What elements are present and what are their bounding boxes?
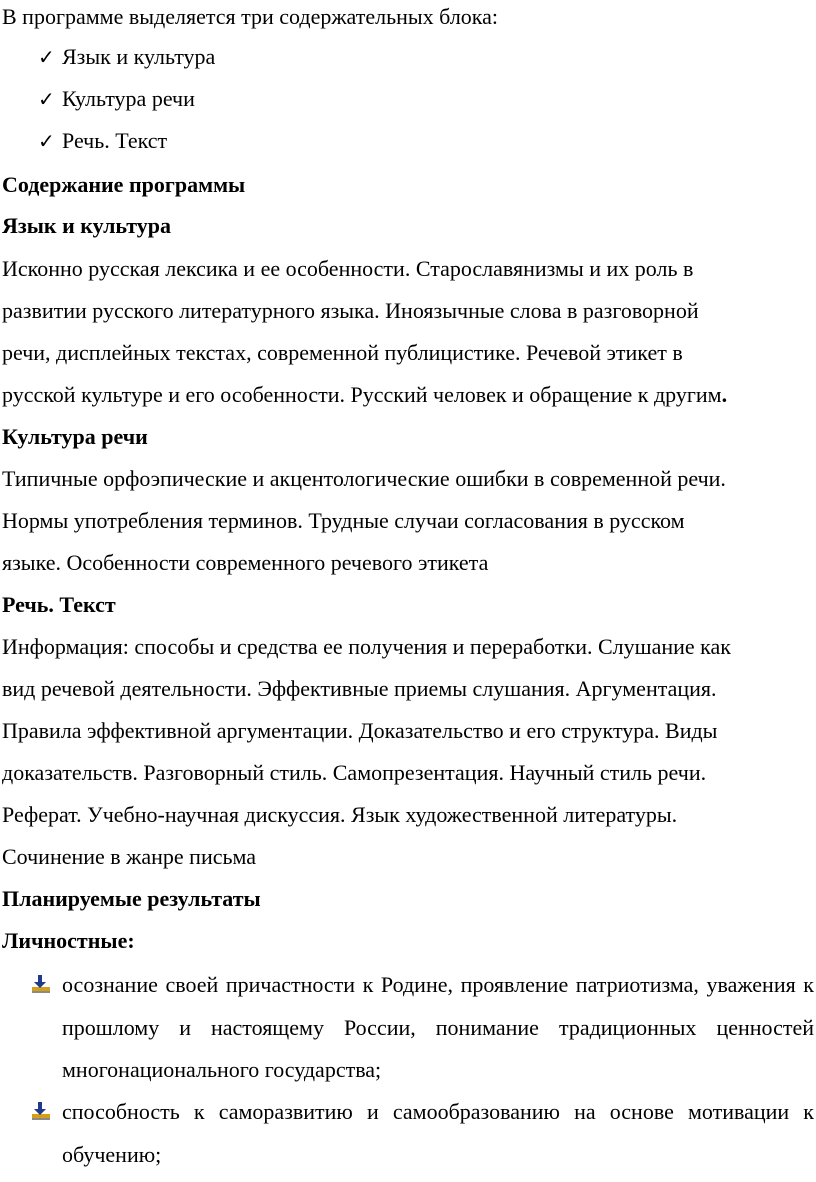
results-heading: Планируемые результаты [2, 886, 261, 911]
section-title: Культура речи [2, 424, 148, 449]
paragraph-line: доказательств. Разговорный стиль. Самопрезентация. Научный стиль речи. [2, 760, 707, 785]
arrow-down-bullet-icon [30, 973, 52, 995]
section-title: Язык и культура [2, 213, 171, 238]
paragraph-line: Сочинение в жанре письма [2, 844, 257, 869]
paragraph-line: вид речевой деятельности. Эффективные приемы слушания. Аргументация. [2, 676, 717, 701]
arrow-down-bullet-icon [30, 1100, 52, 1122]
paragraph-line: Реферат. Учебно-научная дискуссия. Язык художественной литературы. [2, 802, 678, 827]
check-item-label: Культура речи [62, 86, 195, 111]
paragraph-end-mark: . [721, 382, 728, 407]
paragraph-line: Информация: способы и средства ее получения и переработки. Слушание как [2, 634, 731, 659]
check-list-item [38, 84, 195, 114]
bullet-item-text: осознание своей причастности к Родине, проявление патриотизма, уважения к прошлому и настоящему России, понимание традиционных ценностей многонационального государства; [62, 972, 814, 1082]
paragraph-line: речи, дисплейных текстах, современной публицистике. Речевой этикет в [2, 340, 683, 365]
check-list-item [38, 42, 215, 72]
paragraph-line: Исконно русская лексика и ее особенности. Старославянизмы и их роль в [2, 256, 694, 281]
check-icon: ✓ [38, 129, 55, 153]
paragraph-line: Правила эффективной аргументации. Доказательство и его структура. Виды [2, 718, 718, 743]
paragraph-line-text: русской культуре и его особенности. Русский человек и обращение к другим [2, 382, 722, 407]
intro-text: В программе выделяется три содержательных блока: [2, 4, 499, 29]
personal-heading: Личностные: [2, 928, 135, 953]
check-item-label: Речь. Текст [62, 128, 168, 153]
check-item-label: Язык и культура [62, 44, 216, 69]
section-title: Речь. Текст [2, 592, 116, 617]
paragraph-line [2, 380, 727, 410]
paragraph-line: Нормы употребления терминов. Трудные случаи согласования в русском [2, 508, 685, 533]
check-icon: ✓ [38, 87, 55, 111]
content-heading: Содержание программы [2, 172, 246, 197]
paragraph-line: развитии русского литературного языка. Иноязычные слова в разговорной [2, 298, 699, 323]
paragraph-line: языке. Особенности современного речевого этикета [2, 550, 489, 575]
bullet-item-text: способность к саморазвитию и самообразованию на основе мотивации к обучению; [62, 1099, 814, 1167]
check-icon: ✓ [38, 45, 55, 69]
check-list-item [38, 126, 167, 156]
paragraph-line: Типичные орфоэпические и акцентологические ошибки в современной речи. [2, 466, 726, 491]
